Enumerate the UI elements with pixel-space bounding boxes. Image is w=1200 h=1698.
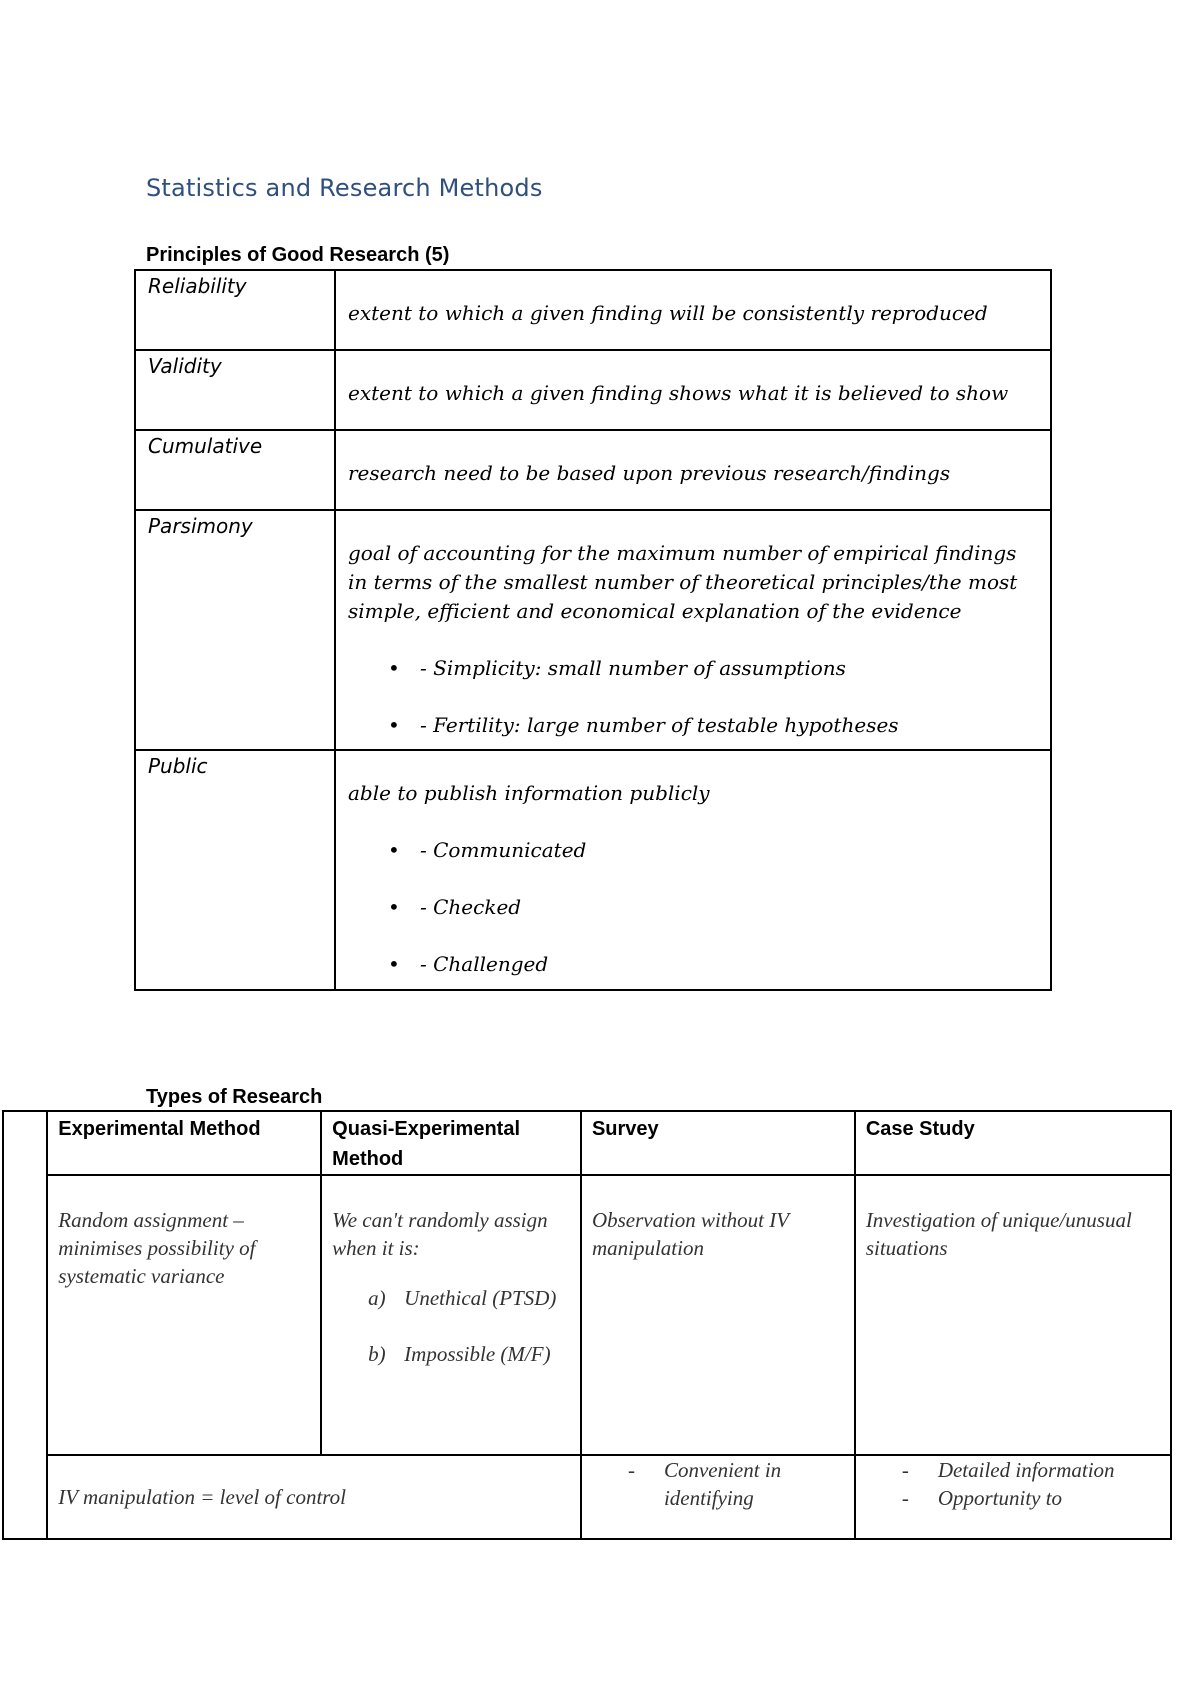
term-reliability: Reliability: [135, 270, 335, 350]
list-item: b) Impossible (M/F): [368, 1342, 551, 1366]
list-item: a) Unethical (PTSD): [368, 1286, 557, 1310]
table-row: [3, 1455, 1171, 1539]
public-bullet-list: [348, 836, 1038, 979]
case-study-advantages-list: [866, 1456, 1160, 1512]
definition-validity: extent to which a given finding shows what it is believed to show: [348, 381, 1009, 405]
list-item: - Convenient in identifying: [627, 1458, 782, 1510]
definition-cell: [335, 750, 1051, 990]
list-item: • - Simplicity: small number of assumptions: [348, 654, 1038, 683]
definition-cell: [335, 430, 1051, 510]
types-heading: Types of Research: [146, 1086, 323, 1108]
header-survey: Survey: [581, 1111, 855, 1175]
bullet-icon: •: [388, 838, 400, 862]
table-row: [135, 510, 1051, 750]
survey-advantages-list: [592, 1456, 844, 1512]
list-item: - Opportunity to: [901, 1486, 1063, 1510]
table-header-row: [3, 1111, 1171, 1175]
list-item: - Detailed information: [901, 1458, 1115, 1482]
definition-parsimony: goal of accounting for the maximum number of empirical findings in terms of the smallest number of theoretical principles/the most simple, efficient and economical explanation of the evidence: [348, 541, 1018, 623]
types-table: [2, 1110, 1172, 1540]
survey-advantages-cell: [581, 1455, 855, 1539]
quasi-description-cell: [321, 1175, 581, 1455]
case-study-advantages-cell: [855, 1455, 1171, 1539]
term-parsimony: Parsimony: [135, 510, 335, 750]
definition-public: able to publish information publicly: [348, 781, 710, 805]
principles-table: [134, 269, 1052, 991]
list-item: • - Challenged: [348, 950, 1038, 979]
principles-heading: Principles of Good Research (5): [146, 244, 450, 266]
table-row: [135, 430, 1051, 510]
table-row: [3, 1175, 1171, 1455]
header-case-study: Case Study: [855, 1111, 1171, 1175]
bullet-icon: •: [388, 656, 400, 680]
quasi-reasons-list: [332, 1284, 570, 1368]
table-row: [135, 350, 1051, 430]
experimental-description: Random assignment – minimises possibility of systematic variance: [47, 1175, 321, 1455]
header-quasi-experimental: Quasi-Experimental Method: [321, 1111, 581, 1175]
definition-cell: [335, 350, 1051, 430]
list-item: • - Communicated: [348, 836, 1038, 865]
term-cumulative: Cumulative: [135, 430, 335, 510]
list-item: • - Checked: [348, 893, 1038, 922]
parsimony-bullet-list: [348, 654, 1038, 740]
experimental-control-note: IV manipulation = level of control: [47, 1455, 581, 1539]
case-study-description: Investigation of unique/unusual situations: [855, 1175, 1171, 1455]
list-item: • - Fertility: large number of testable hypotheses: [348, 711, 1038, 740]
survey-description: Observation without IV manipulation: [581, 1175, 855, 1455]
row-spine: [3, 1111, 47, 1539]
term-public: Public: [135, 750, 335, 990]
definition-cell: [335, 270, 1051, 350]
bullet-icon: •: [388, 895, 400, 919]
quasi-description: We can't randomly assign when it is:: [332, 1208, 548, 1260]
bullet-icon: •: [388, 952, 400, 976]
definition-cumulative: research need to be based upon previous research/findings: [348, 461, 951, 485]
document-title: Statistics and Research Methods: [146, 174, 543, 202]
definition-reliability: extent to which a given finding will be consistently reproduced: [348, 301, 988, 325]
header-experimental: Experimental Method: [47, 1111, 321, 1175]
term-validity: Validity: [135, 350, 335, 430]
table-row: [135, 270, 1051, 350]
bullet-icon: •: [388, 713, 400, 737]
definition-cell: [335, 510, 1051, 750]
table-row: [135, 750, 1051, 990]
